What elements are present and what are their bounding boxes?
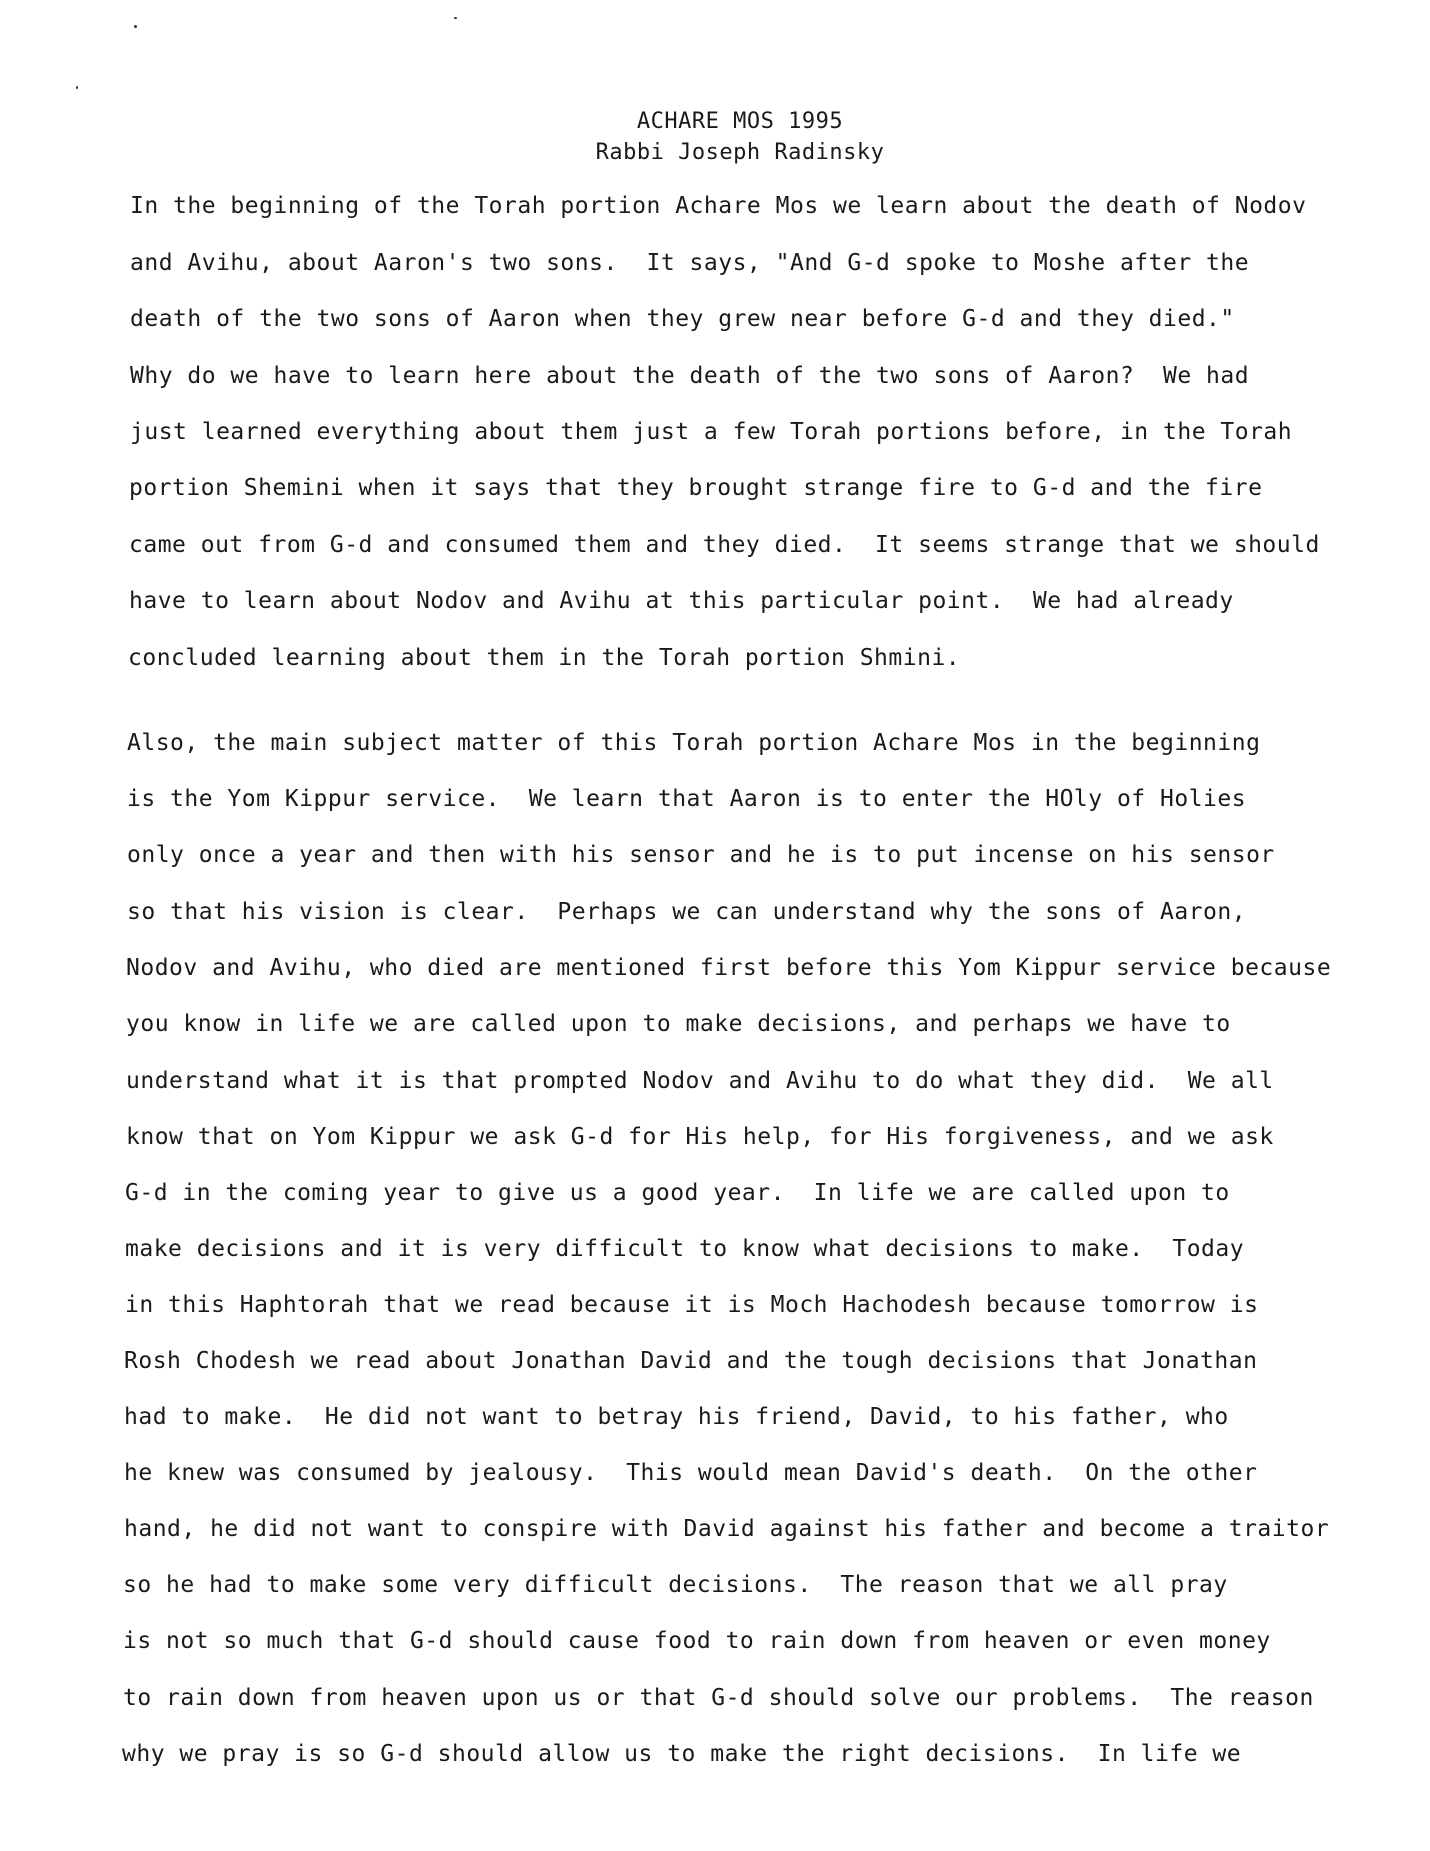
text-line: had to make. He did not want to betray his friend, David, to his father, who [124, 1404, 1229, 1430]
text-line: make decisions and it is very difficult to know what decisions to make. Today [125, 1236, 1245, 1262]
text-line: to rain down from heaven upon us or that G-d should solve our problems. The reason [123, 1685, 1314, 1711]
text-line: so that his vision is clear. Perhaps we can understand why the sons of Aaron, [127, 899, 1247, 925]
scan-speck [454, 17, 457, 19]
text-line: why we pray is so G-d should allow us to make the right decisions. In life we [122, 1741, 1242, 1767]
text-line: Rosh Chodesh we read about Jonathan David and the tough decisions that Jonathan [124, 1348, 1258, 1374]
text-line: and Avihu, about Aaron's two sons. It says, "And G-d spoke to Moshe after the [130, 250, 1250, 276]
text-line: have to learn about Nodov and Avihu at this particular point. We had already [129, 588, 1234, 614]
text-line: only once a year and then with his sensor and he is to put incense on his sensor [127, 842, 1275, 868]
text-line: Nodov and Avihu, who died are mentioned first before this Yom Kippur service because [126, 955, 1332, 981]
text-line: is the Yom Kippur service. We learn that Aaron is to enter the HOly of Holies [127, 786, 1247, 812]
text-line: concluded learning about them in the Torah portion Shmini. [128, 645, 961, 671]
scan-speck [134, 25, 137, 28]
document-header [0, 106, 1430, 168]
scan-speck [76, 86, 78, 89]
text-line: is not so much that G-d should cause food to rain down from heaven or even money [123, 1628, 1271, 1654]
text-line: In the beginning of the Torah portion Achare Mos we learn about the death of Nodov [130, 193, 1307, 219]
text-line: he knew was consumed by jealousy. This would mean David's death. On the other [124, 1460, 1258, 1486]
document-author: Rabbi Joseph Radinsky [595, 140, 885, 165]
text-line: understand what it is that prompted Nodov and Avihu to do what they did. We all [126, 1068, 1274, 1094]
text-line: Why do we have to learn here about the death of the two sons of Aaron? We had [130, 363, 1250, 389]
text-line: know that on Yom Kippur we ask G-d for His help, for His forgiveness, and we ask [126, 1124, 1274, 1150]
text-line: so he had to make some very difficult decisions. The reason that we all pray [123, 1572, 1228, 1598]
text-line: death of the two sons of Aaron when they grew near before G-d and they died." [130, 306, 1235, 332]
document-title: ACHARE MOS 1995 [636, 109, 844, 134]
text-line: you know in life we are called upon to make decisions, and perhaps we have to [126, 1011, 1231, 1037]
text-line: just learned everything about them just a few Torah portions before, in the Torah [130, 419, 1293, 445]
text-line: in this Haphtorah that we read because it is Moch Hachodesh because tomorrow is [125, 1292, 1259, 1318]
text-line: portion Shemini when it says that they brought strange fire to G-d and the fire [129, 475, 1263, 501]
text-line: Also, the main subject matter of this Torah portion Achare Mos in the beginning [127, 730, 1261, 756]
text-line: hand, he did not want to conspire with David against his father and become a traitor [124, 1516, 1330, 1542]
text-line: G-d in the coming year to give us a good year. In life we are called upon to [125, 1180, 1230, 1206]
text-line: came out from G-d and consumed them and they died. It seems strange that we should [129, 532, 1320, 558]
